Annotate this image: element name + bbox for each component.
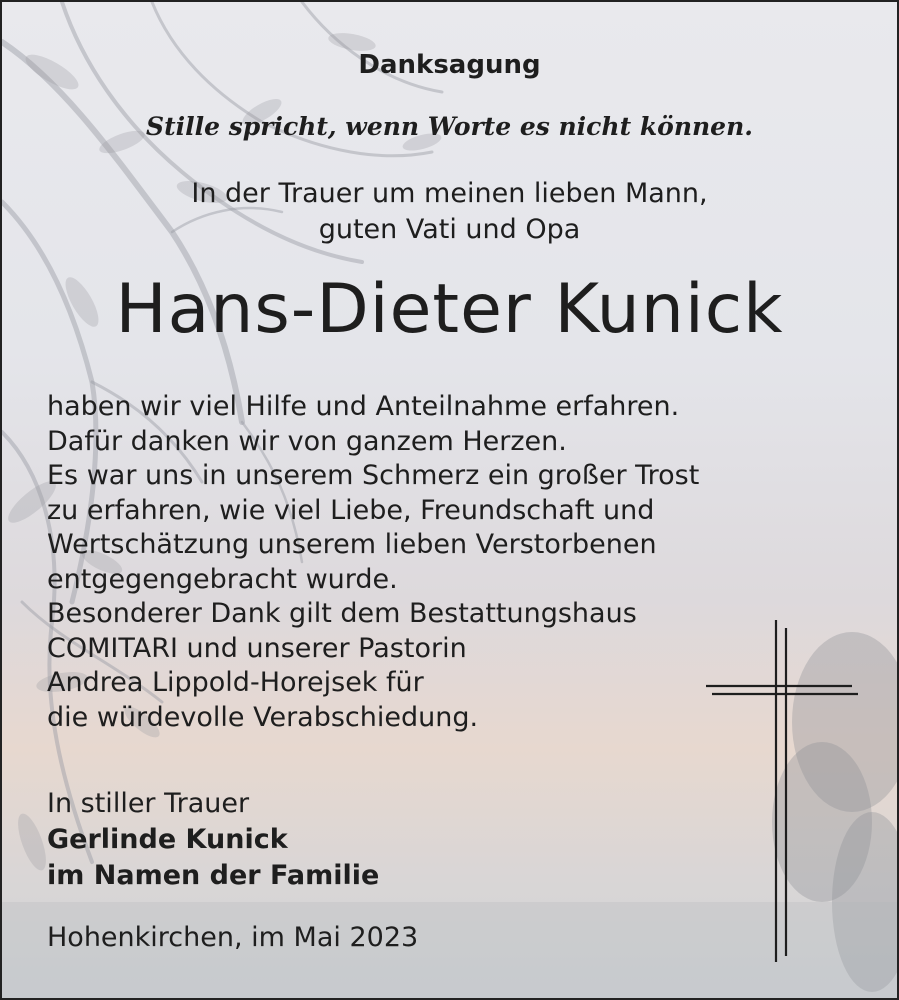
signoff-family: im Namen der Familie xyxy=(47,860,380,891)
body-line: zu erfahren, wie viel Liebe, Freundschaft und xyxy=(47,494,655,526)
body-line: Dafür danken wir von ganzem Herzen. xyxy=(47,425,567,457)
body-text xyxy=(47,390,699,735)
place-date: Hohenkirchen, im Mai 2023 xyxy=(47,922,419,953)
intro-line: In der Trauer um meinen lieben Mann, xyxy=(191,178,708,209)
heading: Danksagung xyxy=(358,50,541,80)
signoff xyxy=(47,786,379,894)
intro xyxy=(2,176,897,248)
body-line: entgegengebracht wurde. xyxy=(47,563,398,595)
motto: Stille spricht, wenn Worte es nicht können. xyxy=(146,112,753,141)
body-line: haben wir viel Hilfe und Anteilnahme erfahren. xyxy=(47,391,680,422)
intro-line: guten Vati und Opa xyxy=(318,214,581,245)
deceased-name: Hans-Dieter Kunick xyxy=(115,270,784,349)
cross-icon xyxy=(702,616,862,966)
body-line: Wertschätzung unserem lieben Verstorbenen xyxy=(47,529,657,560)
body-line: Andrea Lippold-Horejsek für xyxy=(47,667,424,698)
body-line: die würdevolle Verabschiedung. xyxy=(47,701,479,733)
signoff-name: Gerlinde Kunick xyxy=(47,824,288,855)
signoff-intro: In stiller Trauer xyxy=(47,788,250,819)
body-line: COMITARI und unserer Pastorin xyxy=(47,632,467,664)
body-line: Es war uns in unserem Schmerz ein großer Trost xyxy=(47,460,700,491)
body-line: Besonderer Dank gilt dem Bestattungshaus xyxy=(47,598,637,629)
